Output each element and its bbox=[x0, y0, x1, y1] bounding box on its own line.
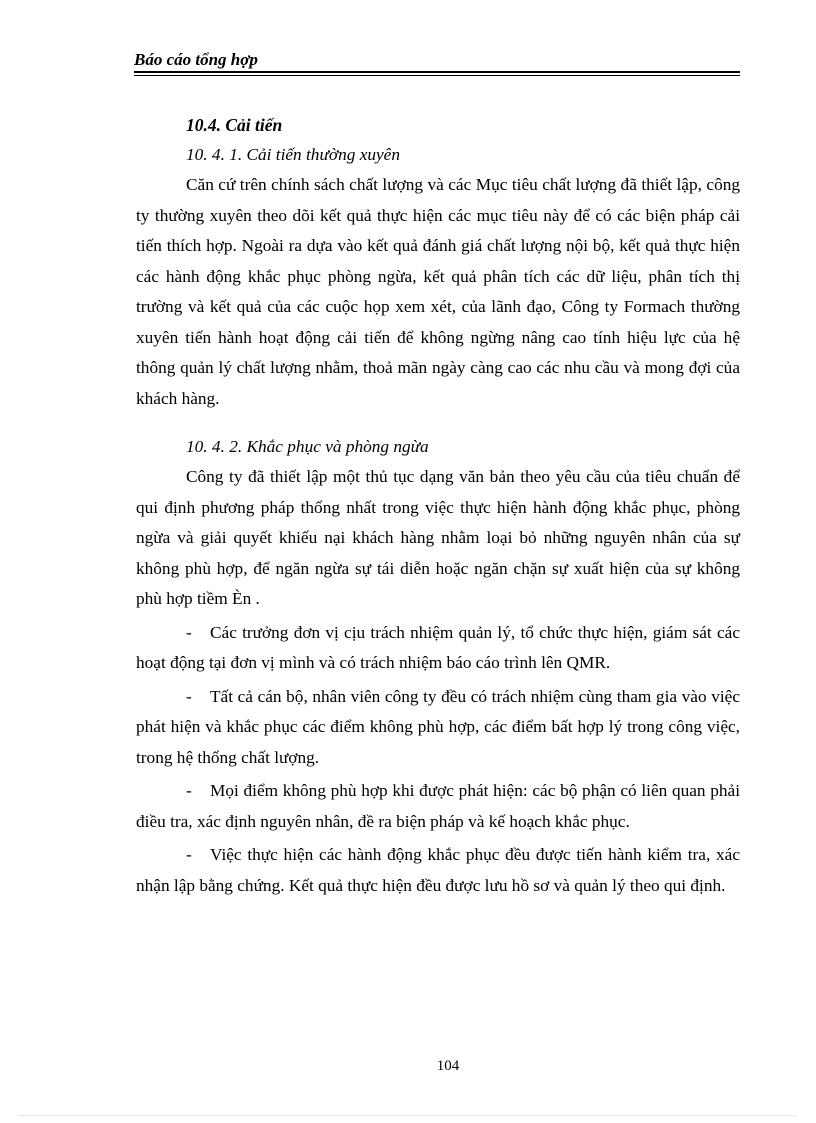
page-bottom-border bbox=[20, 1115, 796, 1116]
bullet-marker: - bbox=[186, 845, 192, 864]
bullet-marker: - bbox=[186, 686, 192, 706]
subsection-heading-2: 10. 4. 2. Khắc phục và phòng ngừa bbox=[186, 437, 429, 456]
spacer bbox=[136, 414, 740, 432]
bullet-item bbox=[136, 776, 740, 837]
bullet-item bbox=[136, 840, 740, 901]
paragraph-continuous-improvement: Căn cứ trên chính sách chất lượng và các Mục tiêu chất lượng đã thiết lập, công ty thường xuyên theo dõi kết quả thực hiện các mục tiêu này để có các biện pháp cải tiến thích hợp. Ngoài ra dựa vào kết quả đánh giá chất lượng nội bộ, kết quả thực hiện các hành động khắc phục phòng ngừa, kết quả phân tích các dữ liệu, phân tích thị trường và kết quả của các cuộc họp xem xét, của lãnh đạo, Công ty Formach thường xuyên tiến hành hoạt động cải tiến để không ngừng nâng cao tính hiệu lực của hệ thông quản lý chất lượng nhằm, thoả mãn ngày càng cao các nhu cầu và mong đợi của khách hàng. bbox=[136, 175, 740, 408]
subsection-heading-1: 10. 4. 1. Cải tiến thường xuyên bbox=[186, 145, 400, 164]
bullet-item bbox=[136, 682, 740, 774]
header-rule bbox=[134, 71, 740, 76]
page-content bbox=[136, 110, 740, 901]
paragraph-corrective-preventive: Công ty đã thiết lập một thủ tục dạng văn bản theo yêu cầu của tiêu chuẩn để qui định phương pháp thống nhất trong việc thực hiện hành động khắc phục, phòng ngừa và giải quyết khiếu nại khách hàng nhằm loại bỏ những nguyên nhân của sự không phù hợp, để ngăn ngừa sự tái diễn hoặc ngăn chặn sự xuất hiện của sự không phù hợp tiềm Èn . bbox=[136, 467, 740, 608]
header-title: Báo cáo tổng hợp bbox=[134, 50, 258, 69]
bullet-marker: - bbox=[186, 781, 192, 800]
page-header bbox=[134, 50, 740, 76]
bullet-item bbox=[136, 618, 740, 679]
bullet-text: Việc thực hiện các hành động khắc phục đều được tiến hành kiểm tra, xác nhận lập bằng chứng. Kết quả thực hiện đều được lưu hồ sơ và quản lý theo qui định. bbox=[136, 845, 740, 895]
bullet-text: Mọi điểm không phù hợp khi được phát hiện: các bộ phận có liên quan phải điều tra, xác định nguyên nhân, đề ra biện pháp và kế hoạch khắc phục. bbox=[136, 781, 740, 831]
bullet-text: Tất cả cán bộ, nhân viên công ty đều có trách nhiệm cùng tham gia vào việc phát hiện và khắc phục các điểm không phù hợp, các điểm bất hợp lý trong công việc, trong hệ thống chất lượng. bbox=[136, 686, 740, 767]
bullet-marker: - bbox=[186, 622, 192, 642]
section-heading: 10.4. Cải tiến bbox=[186, 115, 283, 135]
bullet-text: Các trưởng đơn vị cịu trách nhiệm quản lý, tổ chức thực hiện, giám sát các hoạt động tại đơn vị mình và có trách nhiệm báo cáo trình lên QMR. bbox=[136, 622, 740, 672]
page-number: 104 bbox=[436, 1058, 460, 1074]
